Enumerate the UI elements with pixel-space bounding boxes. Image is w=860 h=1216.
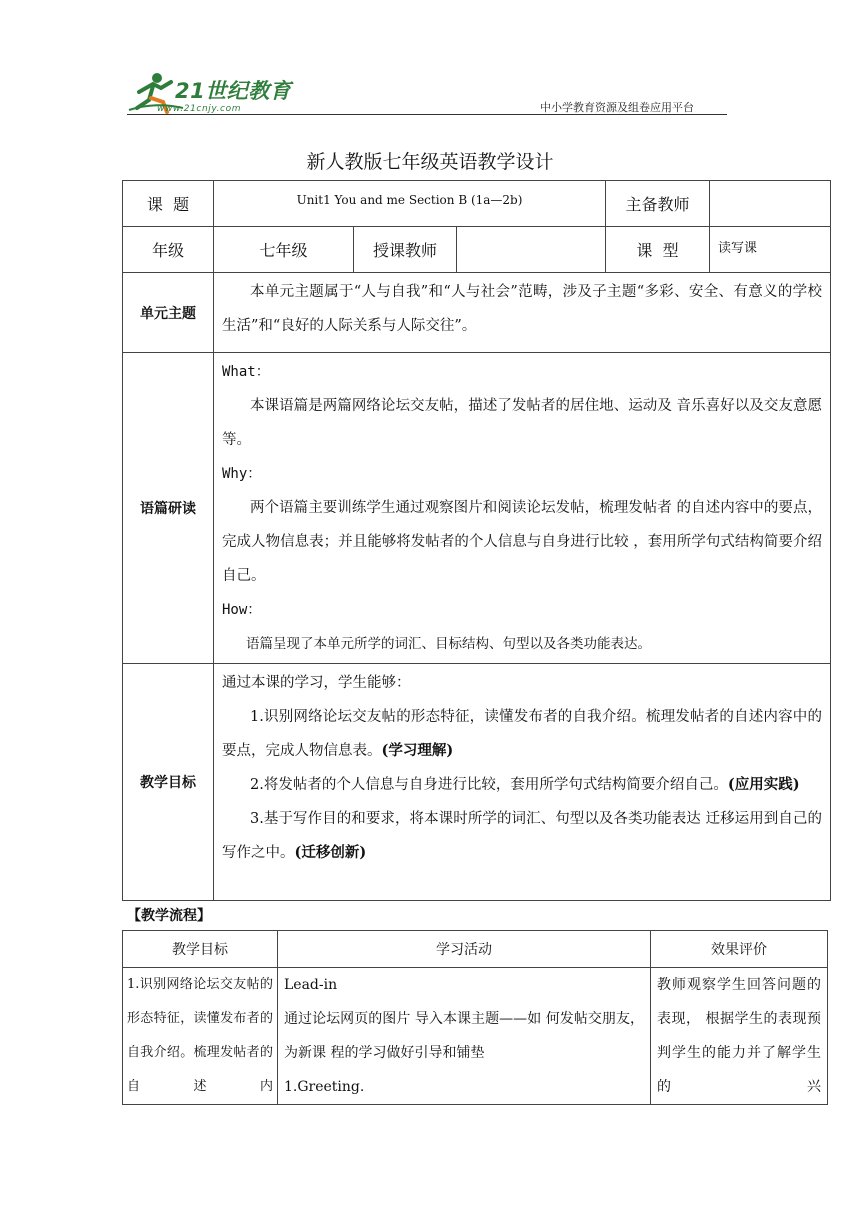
teacher-value: [457, 227, 606, 273]
col-activity-header: 学习活动: [278, 931, 651, 968]
what-text: 本课语篇是两篇网络论坛交友帖，描述了发帖者的居住地、运动及 音乐喜好以及交友意愿等。: [222, 398, 822, 448]
course-info-row-topic: [123, 181, 831, 227]
teacher-label: 授课教师: [354, 227, 457, 273]
goals-content: [214, 664, 831, 901]
type-value: 读写课: [710, 227, 831, 273]
teaching-flow-table: [122, 930, 828, 1105]
why-text: 两个语篇主要训练学生通过观察图片和阅读论坛发帖，梳理发帖者 的自述内容中的要点，完成人物信息表；并且能够将发帖者的个人信息与自身进行比较 ，套用所学句式结构简要介绍自己。: [222, 500, 822, 584]
how-label: How：: [222, 602, 262, 618]
course-info-table: [122, 180, 831, 273]
flow-header-row: [123, 931, 828, 968]
flow-activity-cell: [278, 968, 651, 1105]
activity-lead-in: Lead-in: [284, 977, 338, 993]
goals-row: [123, 664, 831, 901]
flow-eval-cell: 教师观察学生回答问题的表现， 根据学生的表现预判学生的能力并了解学生的兴: [651, 968, 828, 1105]
grade-label: 年级: [123, 227, 214, 273]
goals-intro: 通过本课的学习，学生能够：: [222, 675, 411, 691]
reading-label: 语篇研读: [123, 353, 214, 664]
activity-greeting: 1.Greeting.: [284, 1079, 365, 1095]
theme-row: [123, 273, 831, 353]
type-label: 课 型: [606, 227, 710, 273]
activity-description: 通过论坛网页的图片 导入本课主题——如 何发帖交朋友，为新课 程的学习做好引导和铺垫: [284, 1011, 644, 1061]
col-eval-header: 效果评价: [651, 931, 828, 968]
course-info-row-grade: [123, 227, 831, 273]
flow-row: [123, 968, 828, 1105]
reading-row: [123, 353, 831, 664]
goal-3: 3.基于写作目的和要求，将本课时所学的词汇、句型以及各类功能表达 迁移运用到自己的写作之中。(迁移创新): [222, 811, 822, 861]
flow-heading: 【教学流程】: [127, 908, 211, 924]
theme-label: 单元主题: [123, 273, 214, 353]
topic-label: 课 题: [123, 181, 214, 227]
flow-goal-cell: 1.识别网络论坛交友帖的形态特征，读懂发布者的自我介绍。梳理发帖者的自述内: [123, 968, 278, 1105]
document-title: 新人教版七年级英语教学设计: [306, 151, 554, 173]
goal-1-tag: (学习理解): [381, 742, 454, 759]
theme-text: 本单元主题属于“人与自我”和“人与社会”范畴，涉及子主题“多彩、安全、有意义的学校生活”和“良好的人际关系与人际交往”。: [214, 273, 831, 353]
goal-2-tag: (应用实践): [727, 776, 800, 793]
goal-2: 2.将发帖者的个人信息与自身进行比较，套用所学句式结构简要介绍自己。(应用实践): [250, 776, 800, 793]
goal-3-tag: (迁移创新): [294, 844, 367, 861]
logo-text: 21世纪教育: [175, 79, 292, 103]
analysis-table: [122, 272, 831, 901]
how-text: 语篇呈现了本单元所学的词汇、目标结构、句型以及各类功能表达。: [246, 636, 651, 652]
grade-value: 七年级: [214, 227, 354, 273]
lead-teacher-label: 主备教师: [606, 181, 710, 227]
col-goal-header: 教学目标: [123, 931, 278, 968]
goals-label: 教学目标: [123, 664, 214, 901]
logo-url: www.21cnjy.com: [157, 104, 242, 114]
why-label: Why：: [222, 466, 262, 482]
goal-1: 1.识别网络论坛交友帖的形态特征，读懂发布者的自我介绍。梳理发帖者的自述内容中的要点，完成人物信息表。(学习理解): [222, 709, 822, 759]
lead-teacher-value: [710, 181, 831, 227]
topic-value: Unit1 You and me Section B (1a—2b): [214, 181, 606, 227]
reading-content: [214, 353, 831, 664]
header-divider: [127, 114, 727, 115]
what-label: What：: [222, 364, 270, 380]
platform-name: 中小学教育资源及组卷应用平台: [540, 101, 694, 114]
